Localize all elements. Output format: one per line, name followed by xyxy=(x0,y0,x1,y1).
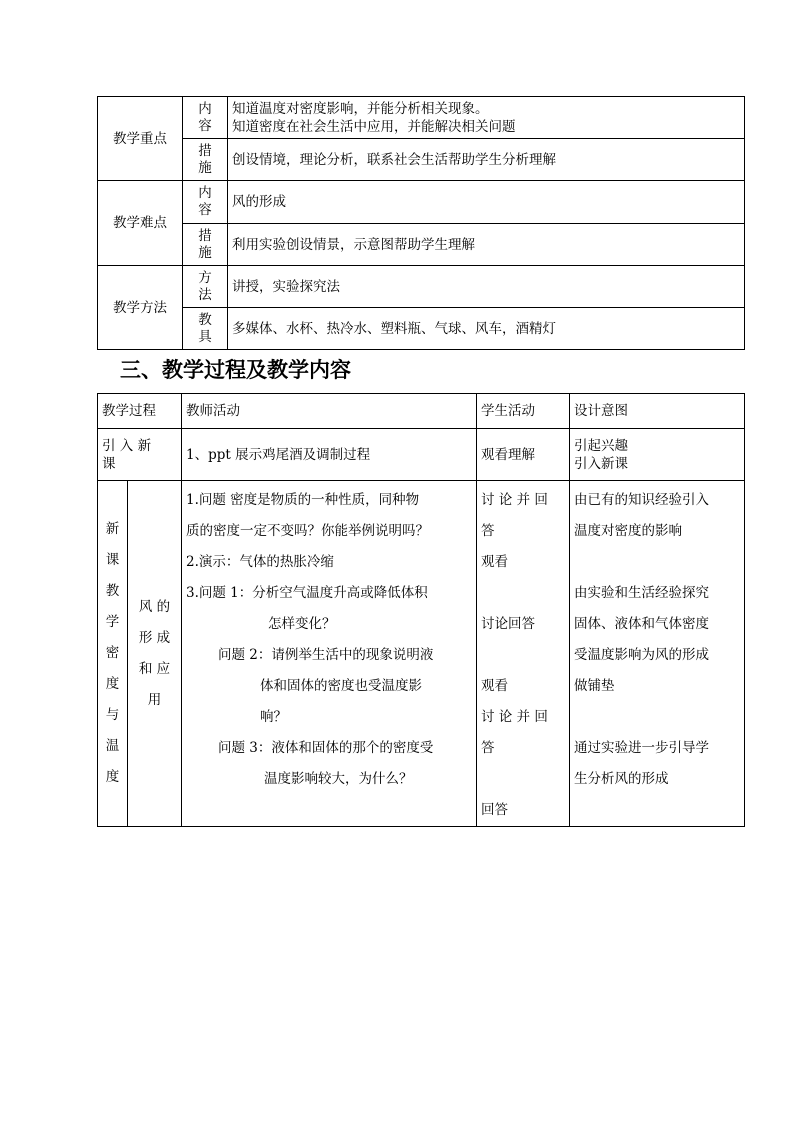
focus-label: 教学重点 xyxy=(98,97,183,181)
focus-measure: 创设情境，理论分析，联系社会生活帮助学生分析理解 xyxy=(228,139,745,181)
header-intent: 设计意图 xyxy=(570,394,745,429)
main-col1: 新 课 教 学 密 度 与 温 度 xyxy=(98,481,128,827)
method-tools-label: 教 具 xyxy=(183,308,228,350)
method-method: 讲授，实验探究法 xyxy=(228,266,745,308)
teaching-focus-table xyxy=(97,96,745,350)
teaching-process-table xyxy=(97,393,745,827)
difficulty-measure-label: 措 施 xyxy=(183,224,228,266)
method-method-label: 方 法 xyxy=(183,266,228,308)
method-tools: 多媒体、水杯、热冷水、塑料瓶、气球、风车，酒精灯 xyxy=(228,308,745,350)
intro-intent: 引起兴趣 引入新课 xyxy=(570,429,745,481)
difficulty-content-label: 内 容 xyxy=(183,181,228,224)
intro-student: 观看理解 xyxy=(477,429,570,481)
intro-teacher: 1、ppt 展示鸡尾酒及调制过程 xyxy=(182,429,477,481)
main-teacher: 1.问题 密度是物质的一种性质，同种物 质的密度一定不变吗？你能举例说明吗？ 2.演示：气体的热胀冷缩 3.问题 1：分析空气温度升高或降低体积 怎样变化？ 问题 2：请例举生活中的现象说明液 体和固体的密度也受温度影 响？ 问题 3：液体和固体的那个的密度受 温度影响较大，为什么？ xyxy=(182,481,477,827)
header-process: 教学过程 xyxy=(98,394,182,429)
method-label: 教学方法 xyxy=(98,266,183,350)
difficulty-measure: 利用实验创设情景，示意图帮助学生理解 xyxy=(228,224,745,266)
main-student: 讨 论 并 回 答 观看 讨论回答 观看 讨 论 并 回 答 回答 xyxy=(477,481,570,827)
focus-content-label: 内 容 xyxy=(183,97,228,139)
focus-measure-label: 措 施 xyxy=(183,139,228,181)
section-heading: 三、教学过程及教学内容 xyxy=(120,358,351,382)
difficulty-content: 风的形成 xyxy=(228,181,745,224)
intro-process: 引 入 新 课 xyxy=(98,429,182,481)
header-teacher: 教师活动 xyxy=(182,394,477,429)
main-col2: 风 的 形 成 和 应 用 xyxy=(128,481,182,827)
focus-content: 知道温度对密度影响，并能分析相关现象。 知道密度在社会生活中应用，并能解决相关问题 xyxy=(228,97,745,139)
difficulty-label: 教学难点 xyxy=(98,181,183,266)
main-intent: 由已有的知识经验引入 温度对密度的影响 由实验和生活经验探究 固体、液体和气体密度 受温度影响为风的形成 做铺垫 通过实验进一步引导学 生分析风的形成 xyxy=(570,481,745,827)
header-student: 学生活动 xyxy=(477,394,570,429)
